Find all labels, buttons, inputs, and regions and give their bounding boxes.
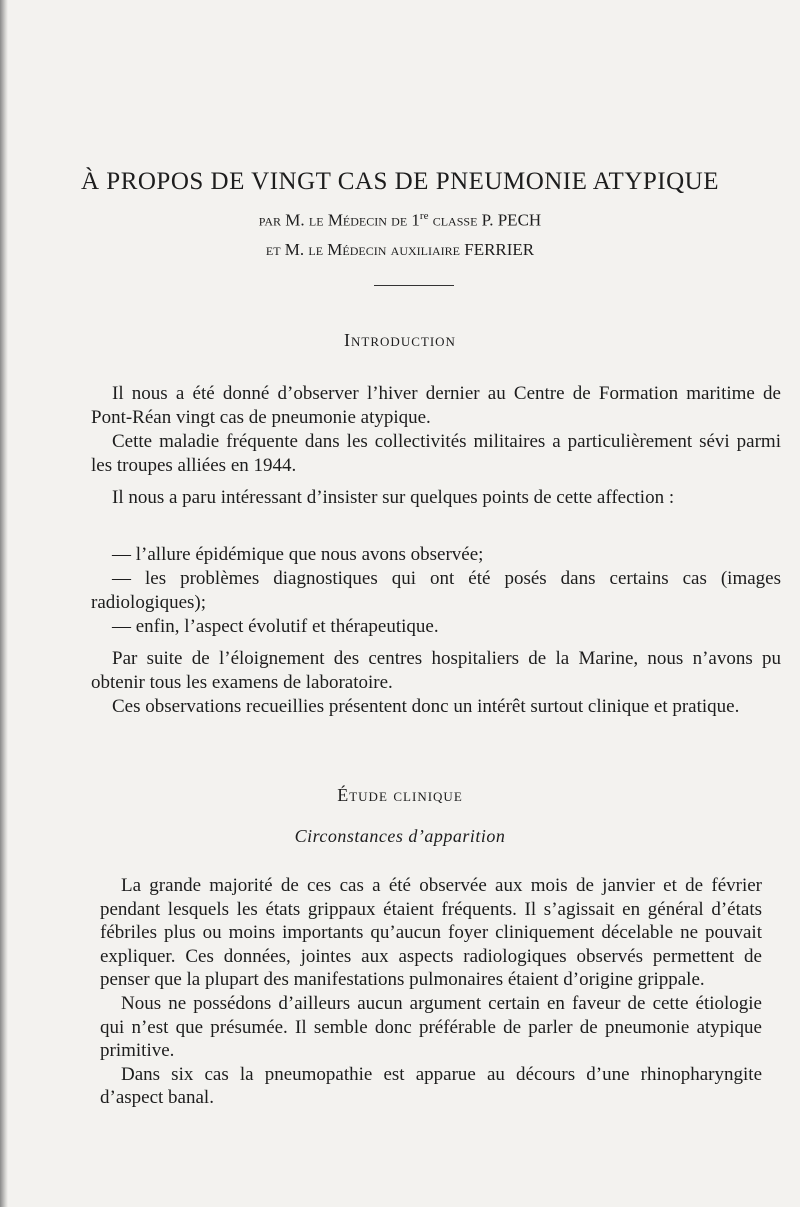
list-item: — les problèmes diagnostiques qui ont été posés dans certains cas (images radiologiques); — [91, 568, 781, 613]
title-divider — [374, 285, 454, 286]
intro-paragraph: Cette maladie fréquente dans les collectivités militaires a particulièrement sévi parmi les troupes alliées en 1944. — [91, 431, 781, 476]
section-heading-introduction: Introduction — [344, 330, 456, 350]
etude-paragraph: La grande majorité de ces cas a été observée aux mois de janvier et de février pendant lesquels les états grippaux étaient fréquents. Il s’agissait en général d’états fébriles plus ou moins importants qu’aucun foyer cliniquement décelable ne pouvait expliquer. Ces données, jointes aux aspects radiologiques observés permettent de penser que la plupart des manifestations pulmonaires étaient d’origine grippale. — [100, 875, 762, 991]
author-line-2 — [0, 240, 800, 260]
etude-paragraph: Dans six cas la pneumopathie est apparue au décours d’une rhinopharyngite d’aspect banal. — [100, 1063, 762, 1109]
list-item: — enfin, l’aspect évolutif et thérapeutique. — [112, 616, 439, 637]
intro-paragraph: Il nous a été donné d’observer l’hiver dernier au Centre de Formation maritime de Pont-Réan vingt cas de pneumonie atypique. — [91, 383, 781, 428]
author-1-ordinal-sup: re — [419, 210, 429, 222]
author-1-name: P. PECH — [477, 210, 542, 230]
author-2-name: FERRIER — [459, 240, 535, 259]
subsection-heading-circonstances: Circonstances d’apparition — [294, 826, 506, 846]
section-heading-etude-clinique: Étude clinique — [337, 785, 463, 805]
etude-paragraph: Nous ne possédons d’ailleurs aucun argument certain en faveur de cette étiologie qui n’est que présumée. Il semble donc préférable de parler de pneumonie atypique primitive. — [100, 992, 762, 1062]
etude-paragraphs — [100, 874, 762, 1110]
author-line-1 — [0, 210, 800, 231]
intro-paragraphs-1 — [91, 382, 781, 478]
article-title: À PROPOS DE VINGT CAS DE PNEUMONIE ATYPIQUE — [81, 168, 719, 195]
intro-paragraphs-2 — [91, 486, 781, 510]
intro-paragraphs-3 — [91, 647, 781, 719]
intro-paragraph: Par suite de l’éloignement des centres hospitaliers de la Marine, nous n’avons pu obtenir tous les examens de laboratoire. — [91, 648, 781, 693]
author-2-prefix: et M. le Médecin auxiliaire — [265, 240, 460, 259]
intro-paragraph: Il nous a paru intéressant d’insister sur quelques points de cette affection : — [112, 487, 675, 508]
author-1-middle: classe — [428, 210, 478, 230]
intro-list — [91, 543, 781, 639]
author-1-prefix: par M. le Médecin de 1 — [258, 210, 420, 230]
intro-paragraph: Ces observations recueillies présentent donc un intérêt surtout clinique et pratique. — [112, 696, 740, 717]
list-item: — l’allure épidémique que nous avons observée; — [112, 544, 484, 565]
